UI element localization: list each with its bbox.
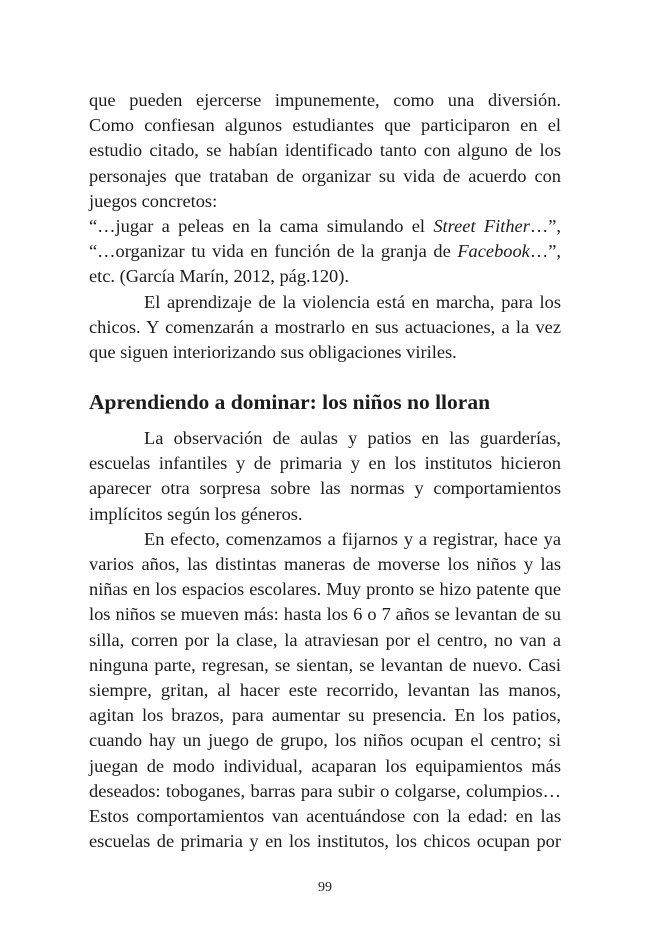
section-heading: Aprendiendo a dominar: los niños no lloran	[89, 390, 491, 415]
text-line: juegos concretos:	[89, 190, 218, 211]
text-line: escuelas infantiles y de primaria y en los institutos hicieron	[89, 453, 561, 474]
text-line: aparecer otra sorpresa sobre las normas y comportamientos	[89, 478, 561, 499]
quote-text: …”,	[529, 241, 561, 262]
quote-line-1	[89, 214, 561, 239]
citation-line: etc. (García Marín, 2012, pág.120).	[89, 266, 349, 287]
text-line: estudio citado, se habían identificado tanto con alguno de los	[89, 140, 561, 161]
text-line: ninguna parte, regresan, se sientan, se levantan de nuevo. Casi	[89, 654, 561, 675]
text-line: personajes que trataban de organizar su vida de acuerdo con	[89, 165, 561, 186]
text-line: siempre, gritan, al hacer este recorrido, levantan las manos,	[89, 679, 561, 700]
paragraph-3	[89, 426, 561, 527]
text-line: que pueden ejercerse impunemente, como una diversión.	[89, 90, 561, 110]
text-line: cuando hay un juego de grupo, los niños ocupan el centro; si	[89, 730, 561, 751]
game-title: Street Fither	[433, 215, 530, 236]
text-line: varios años, las distintas maneras de moverse los niños y las	[89, 554, 561, 574]
text-line: los niños se mueven más: hasta los 6 o 7 años se levantan de su	[89, 604, 561, 625]
paragraph-2	[89, 290, 561, 366]
text-line: juegan de modo individual, acaparan los equipamientos más	[89, 755, 561, 776]
quote-text: “…jugar a peleas en la cama simulando el	[89, 215, 434, 236]
text-line: escuelas de primaria y en los institutos, los chicos ocupan por	[89, 831, 561, 852]
text-line: silla, corren por la clase, la atraviesan por el centro, no van a	[89, 629, 561, 650]
quote-block	[89, 214, 561, 290]
quote-line-2	[89, 239, 561, 264]
text-line: Estos comportamientos van acentuándose con la edad: en las	[89, 805, 561, 826]
text-line: El aprendizaje de la violencia está en marcha, para los	[144, 291, 561, 312]
text-line: que siguen interiorizando sus obligaciones viriles.	[89, 341, 457, 362]
text-line: chicos. Y comenzarán a mostrarlo en sus actuaciones, a la vez	[89, 316, 561, 337]
text-line: En efecto, comenzamos a fijarnos y a registrar, hace ya	[144, 528, 561, 549]
text-line: agitan los brazos, para aumentar su presencia. En los patios,	[89, 705, 561, 726]
text-line: Como confiesan algunos estudiantes que participaron en el	[89, 115, 561, 136]
text-line: deseados: toboganes, barras para subir o colgarse, columpios…	[89, 780, 561, 801]
paragraph-4	[89, 527, 561, 854]
text-line: niñas en los espacios escolares. Muy pronto se hizo patente que	[89, 579, 561, 600]
platform-title: Facebook	[457, 241, 530, 262]
quote-text: “…organizar tu vida en función de la granja de	[89, 241, 458, 262]
page-number: 99	[318, 880, 332, 895]
page-body	[89, 88, 561, 854]
quote-text: …”,	[529, 215, 562, 236]
paragraph-1	[89, 88, 561, 214]
text-line: implícitos según los géneros.	[89, 503, 303, 524]
text-line: La observación de aulas y patios en las guarderías,	[144, 428, 561, 449]
